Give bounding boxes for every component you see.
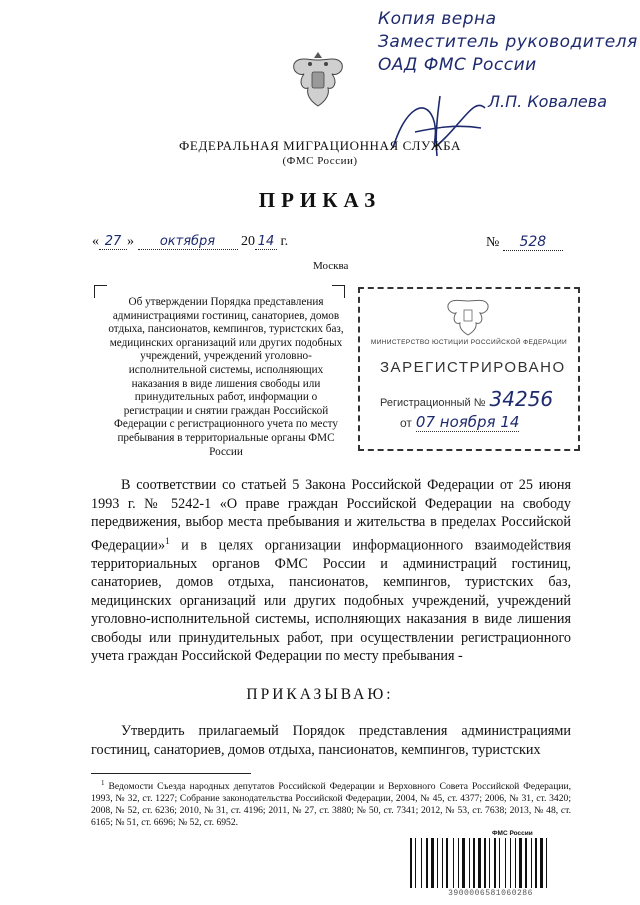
barcode-bar [505,838,506,888]
footnote-reference: 1 [165,535,170,546]
barcode-bar [546,838,547,888]
subject-bracket-left [94,285,107,298]
footnote-text: Ведомости Съезда народных депутатов Российской Федерации и Верховного Совета Российской Федерации, 1993, № 32, ст. 1227; Собрание законодательства Российской Федерации, 2004, № 45, ст. 4377; 2006, № 31, ст. 3420; 2008, № 52, ст. 6236; 2010, № 31, ст. 4196; 2011, № 27, ст. 3880; № 50, ст. 7341; 2012, № 53, ст. 7638; 2013, № 48, ст. 6165; № 51, ст. 6696; № 52, ст. 6952. [91,781,571,828]
agency-name: ФЕДЕРАЛЬНАЯ МИГРАЦИОННАЯ СЛУЖБА [179,138,461,153]
barcode-bar [458,838,459,888]
barcode-bar [478,838,481,888]
footnote-divider [91,773,251,774]
barcode-bar [442,838,443,888]
signature-name: Л.П. Ковалева [488,92,608,111]
stamp-regno-value: 34256 [489,387,554,411]
date-close-quote: » [127,234,134,249]
barcode-bar [540,838,543,888]
state-emblem-icon [290,46,346,112]
body-paragraph-1-part-b: и в целях организации информационного взаимодействия территориальных органов ФМС России и администраций гостиниц, санаториев, домов отдыха, пансионатов, кемпингов, туристских баз, медицинских организаций или других подобных учреждений, учреждений уголовно-исполнительной системы, исполняющих наказания в виде лишения свободы или принудительных работ, при осуществлении регистрационного учета граждан Российской Федерации по месту пребывания - [91,537,571,665]
barcode-bar [525,838,527,888]
date-year-unit: г. [280,234,289,249]
footnote [91,778,571,828]
barcode-bar [426,838,428,888]
stamp-registration-number [380,387,553,411]
body-paragraph-1 [91,476,571,666]
order-subject: Об утверждении Порядка представления администрациями гостиниц, санаториев, домов отдыха, пансионатов, кемпингов, туристских баз, медицинских организаций или других подобных учреждений, учреждений уголовно-исполнительной системы, исполняющих наказания в виде лишения свободы или принудительных работ, информации о регистрации и снятии граждан Российской Федерации с регистрационного учета по месту пребывания в территориальные органы ФМС России [108,296,344,458]
stamp-ministry: МИНИСТЕРСТВО ЮСТИЦИИ РОССИЙСКОЙ ФЕДЕРАЦИИ [370,339,568,346]
barcode-label: ФМС России [492,830,533,837]
order-directive: ПРИКАЗЫВАЮ: [246,686,394,703]
barcode-bar [531,838,532,888]
body-paragraph-2: Утвердить прилагаемый Порядок представления администрациями гостиниц, санаториев, домов отдыха, пансионатов, кемпингов, туристских [91,723,571,758]
handwritten-line: Заместитель руководителя [378,32,638,52]
stamp-regno-label: Регистрационный № [380,397,486,409]
date-day: 27 [99,234,127,250]
barcode-bar [410,838,412,888]
registration-stamp [358,287,580,451]
date-year-suffix: 14 [255,234,277,250]
handwritten-certification-note [378,8,638,77]
footnote-mark: 1 [101,779,105,787]
body-paragraph-1-part-a: В соответствии со статьей 5 Закона Российской Федерации от 25 июня 1993 г. № 5242-1 «О праве граждан Российской Федерации на свободу передвижения, выбор места пребывания и жительства в пределах Российской Федерации» [91,477,571,554]
barcode-bar [462,838,465,888]
handwritten-line: ОАД ФМС России [378,55,537,75]
barcode-bar [453,838,454,888]
city-name: Москва [313,260,349,272]
barcode-icon [408,838,573,888]
barcode-bar [515,838,516,888]
order-date [92,234,288,250]
barcode-bar [484,838,486,888]
handwritten-line: Копия верна [378,9,497,29]
barcode-bar [535,838,537,888]
barcode-bar [431,838,434,888]
barcode-bar [421,838,422,888]
barcode-bar [473,838,475,888]
barcode-bar [499,838,500,888]
barcode-bar [494,838,496,888]
stamp-registered-title: ЗАРЕГИСТРИРОВАНО [380,359,566,376]
barcode-bar [489,838,490,888]
barcode-bar [469,838,470,888]
number-label: № [486,235,500,250]
barcode-number: 3900006581060286 [448,889,533,898]
stamp-date-value: 07 ноября 14 [415,413,520,431]
barcode-bar [510,838,511,888]
date-year-prefix: 20 [241,234,255,249]
stamp-emblem-icon [445,295,491,337]
barcode-bar [446,838,448,888]
barcode-bar [415,838,416,888]
barcode-bar [519,838,522,888]
document-type-title: ПРИКАЗ [258,188,382,212]
barcode-bar [437,838,438,888]
agency-short-name: (ФМС России) [282,155,358,167]
order-number [486,234,563,251]
stamp-registration-date [400,413,519,431]
date-open-quote: « [92,234,99,249]
stamp-date-label: от [400,416,412,430]
date-month: октября [138,234,238,250]
number-value: 528 [503,234,563,251]
